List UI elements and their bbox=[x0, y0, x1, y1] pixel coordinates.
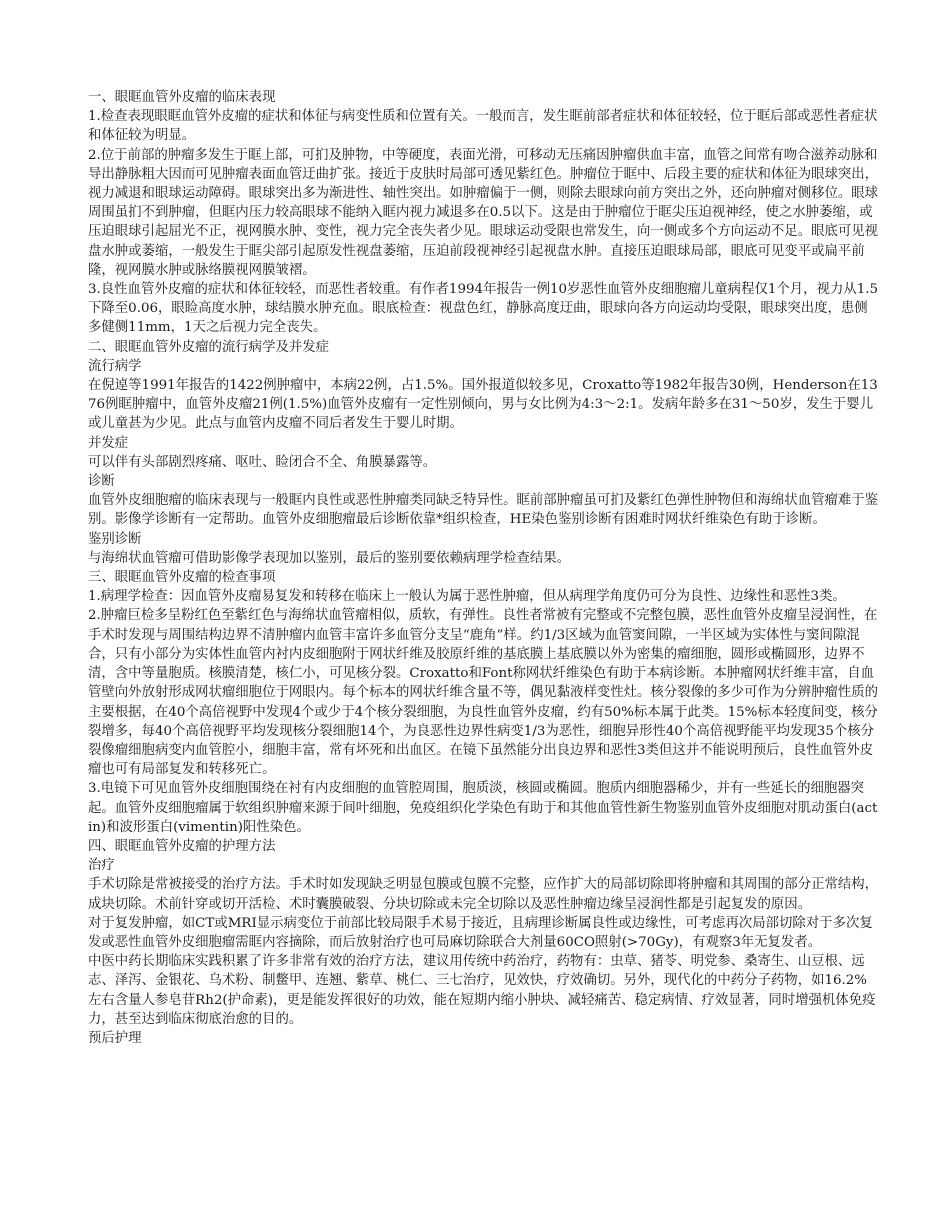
paragraph-pathology: 1.病理学检查：因血管外皮瘤易复发和转移在临床上一般认为属于恶性肿瘤，但从病理学角度仍可分为良性、边缘性和恶性3类。 bbox=[88, 589, 846, 605]
paragraph-recurrence: 对于复发肿瘤，如CT或MRI显示病变位于前部比较局限手术易于接近，且病理诊断属良性或边缘性，可考虑再次局部切除对于多次复发或恶性血管外皮细胞瘤需眶内容摘除，而后放射治疗也可局麻切除联合大剂量60CO照射(>70Gy)，有观察3年无复发者。 bbox=[88, 915, 873, 950]
subheading-epidemiology: 流行病学 bbox=[88, 358, 142, 374]
paragraph-electron-microscopy: 3.电镜下可见血管外皮细胞围绕在衬有内皮细胞的血管腔周围，胞质淡，核圆或椭圆。胞质内细胞器稀少，并有一些延长的细胞器突起。血管外皮细胞瘤属于软组织肿瘤来源于间叶细胞，免疫组织化学染色有助于和其他血管性新生物鉴别血管外皮细胞对肌动蛋白(actin)和波形蛋白(vimentin)阳性染色。 bbox=[88, 781, 878, 835]
paragraph-diagnosis: 血管外皮细胞瘤的临床表现与一般眶内良性或恶性肿瘤类同缺乏特异性。眶前部肿瘤虽可扪及紫红色弹性肿物但和海绵状血管瘤难于鉴别。影像学诊断有一定帮助。血管外皮细胞瘤最后诊断依靠*组织检查，HE染色鉴别诊断有困难时网状纤维染色有助于诊断。 bbox=[88, 493, 879, 528]
paragraph-benign-vs-malignant: 3.良性血管外皮瘤的症状和体征较轻，而恶性者较重。有作者1994年报告一例10岁恶性血管外皮细胞瘤儿童病程仅1个月，视力从1.5下降至0.06，眼睑高度水肿，球结膜水肿充血。眼底检查：视盘色红，静脉高度迂曲，眼球向各方向运动均受限，眼球突出度，患侧多健侧11mm，1天之后视力完全丧失。 bbox=[88, 282, 879, 336]
paragraph-surgery: 手术切除是常被接受的治疗方法。手术时如发现缺乏明显包膜或包膜不完整，应作扩大的局部切除即将肿瘤和其周围的部分正常结构，成块切除。术前针穿或切开活检、术时囊膜破裂、分块切除或未完全切除以及恶性肿瘤边缘呈浸润性都是引起复发的原因。 bbox=[88, 877, 879, 912]
subheading-prognosis-care: 预后护理 bbox=[88, 1030, 142, 1046]
subheading-differential-diagnosis: 鉴别诊断 bbox=[88, 531, 142, 547]
paragraph-gross-examination: 2.肿瘤巨检多呈粉红色至紫红色与海绵状血管瘤相似，质软，有弹性。良性者常被有完整或不完整包膜，恶性血管外皮瘤呈浸润性，在手术时发现与周围结构边界不清肿瘤内血管丰富许多血管分支呈“鹿角”样。约1/3区域为血管窦间隙，一半区域为实体性与窦间隙混合，只有小部分为实体性血管内衬内皮细胞附于网状纤维及胶原纤维的基底膜上基底膜以外为密集的瘤细胞，圆形或椭圆形，边界不清，含中等量胞质。核膜清楚，核仁小，可见核分裂。Croxatto和Font称网状纤维染色有助于本病诊断。本肿瘤网状纤维丰富，自血管壁向外放射形成网状瘤细胞位于网眼内。每个标本的网状纤维含量不等，偶见黏液样变性灶。核分裂像的多少可作为分辨肿瘤性质的主要根据，在40个高倍视野中发现4个或少于4个核分裂细胞，为良性血管外皮瘤，约有50%标本属于此类。15%标本轻度间变，核分裂增多，每40个高倍视野平均发现核分裂细胞14个，为良恶性边界性病变1/3为恶性，细胞异形性40个高倍视野能平均发现35个核分裂像瘤细胞病变内血管腔小，细胞丰富，常有坏死和出血区。在镜下虽然能分出良边界和恶性3类但这并不能说明预后，良性血管外皮瘤也可有局部复发和转移死亡。 bbox=[88, 608, 879, 778]
subheading-complications: 并发症 bbox=[88, 435, 129, 451]
section-heading-clinical-manifestations: 一、眼眶血管外皮瘤的临床表现 bbox=[88, 90, 276, 105]
paragraph-anterior-tumor: 2.位于前部的肿瘤多发生于眶上部，可扪及肿物，中等硬度，表面光滑，可移动无压痛因肿瘤供血丰富，血管之间常有吻合滋养动脉和导出静脉粗大因而可见肿瘤表面血管迂曲扩张。接近于皮肤时局部可透见紫红色。肿瘤位于眶中、后段主要的症状和体征为眼球突出，视力减退和眼球运动障碍。眼球突出多为渐进性、轴性突出。如肿瘤偏于一侧，则除去眼球向前方突出之外，还向肿瘤对侧移位。眼球周围虽扪不到肿瘤，但眶内压力较高眼球不能纳入眶内视力减退多在0.5以下。这是由于肿瘤位于眶尖压迫视神经，使之水肿萎缩，或压迫眼球引起屈光不正，视网膜水肿、变性，视力完全丧失者少见。眼球运动受限也常发生，向一侧或多个方向运动不足。眼底可见视盘水肿或萎缩，一般发生于眶尖部引起原发性视盘萎缩，压迫前段视神经引起视盘水肿。直接压迫眼球局部，眼底可见变平或扁平前隆，视网膜水肿或脉络膜视网膜皱褶。 bbox=[88, 147, 879, 278]
section-heading-care-methods: 四、眼眶血管外皮瘤的护理方法 bbox=[88, 838, 276, 854]
subheading-treatment: 治疗 bbox=[88, 858, 115, 874]
paragraph-complications: 可以伴有头部剧烈疼痛、呕吐、睑闭合不全、角膜暴露等。 bbox=[88, 454, 437, 470]
section-heading-epidemiology: 二、眼眶血管外皮瘤的流行病学及并发症 bbox=[88, 339, 330, 355]
paragraph-exam-findings: 1.检查表现眼眶血管外皮瘤的症状和体征与病变性质和位置有关。一般而言，发生眶前部者症状和体征较轻，位于眶后部或恶性者症状和体征较为明显。 bbox=[88, 109, 878, 144]
subheading-diagnosis: 诊断 bbox=[88, 474, 115, 490]
paragraph-tcm: 中医中药长期临床实践积累了许多非常有效的治疗方法，建议用传统中药治疗，药物有：虫草、猪苓、明党参、桑寄生、山豆根、远志、泽泻、金银花、乌术粉、制鳖甲、连翘、紫草、桃仁、三七治疗，见效快，疗效确切。另外，现代化的中药分子药物，如16.2%左右含量人参皂苷Rh2(护命素)，更是能发挥很好的功效，能在短期内缩小肿块、减轻痛苦、稳定病情、疗效显著，同时增强机体免疫力，甚至达到临床彻底治愈的目的。 bbox=[88, 954, 876, 1027]
section-heading-examinations: 三、眼眶血管外皮瘤的检查事项 bbox=[88, 570, 276, 586]
paragraph-differential-diagnosis: 与海绵状血管瘤可借助影像学表现加以鉴别，最后的鉴别要依赖病理学检查结果。 bbox=[88, 550, 571, 566]
paragraph-epidemiology: 在倪逴等1991年报告的1422例肿瘤中，本病22例，占1.5%。国外报道似较多见，Croxatto等1982年报告30例，Henderson在1376例眶肿瘤中，血管外皮瘤21例(1.5%)血管外皮瘤有一定性别倾向，男与女比例为4:3～2:1。发病年龄多在31～50岁，发生于婴儿或儿童甚为少见。此点与血管内皮瘤不同后者发生于婴儿时期。 bbox=[88, 378, 878, 432]
